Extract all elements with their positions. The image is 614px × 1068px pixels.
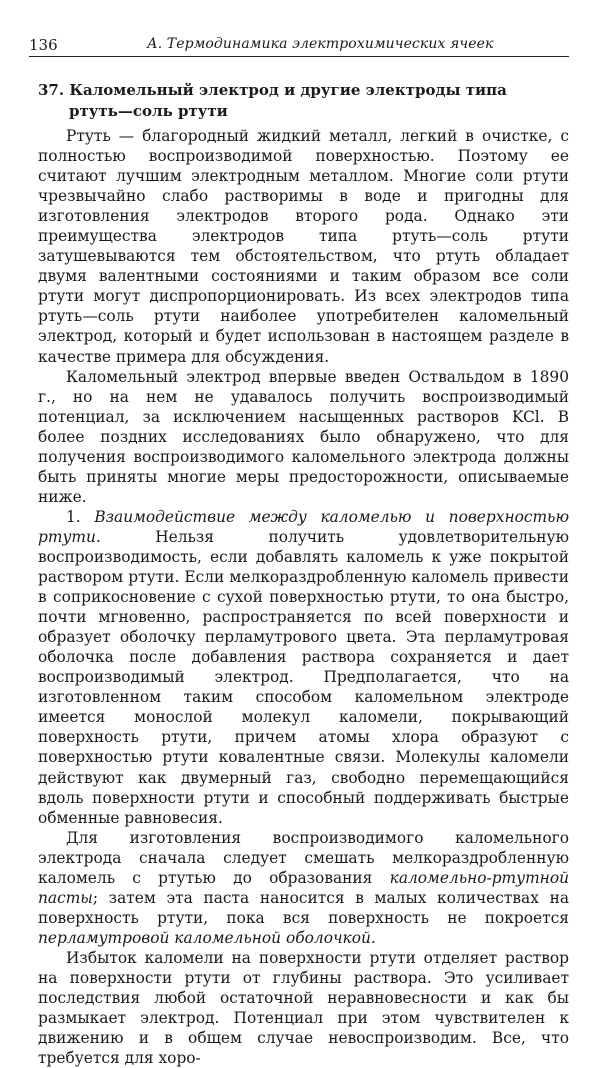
paragraph-3-text: Нельзя получить удовлетворительную воспроизводимость, если добавлять каломель к уже покрытой раствором ртути. Если мелкораздробленную каломель привести в соприкосновение с сухой поверхностью ртути, то она быстро, почти мгновенно, распространяется по всей поверхности и образует оболочку перламутрового цвета. Эта перламутровая оболочка после добавления раствора сохраняется и дает воспроизводимый электрод. Предполагается, что на изготовленном таким способом каломельном электроде имеется монослой молекул каломели, покрывающий поверхность ртути, причем атомы хлора образуют с поверхностью ртути ковалентные связи. Молекулы каломели действуют как двумерный газ, свободно перемещающийся вдоль поверхности ртути и способный поддерживать быстрые обменные равновесия. [38, 527, 569, 827]
paragraph-3-italic-heading: Взаимодействие между каломелью и поверхностью ртути. [38, 507, 569, 546]
section-heading [38, 80, 507, 122]
running-header [29, 36, 569, 57]
section-title-line1: Каломельный электрод и другие электроды типа [69, 81, 507, 99]
paragraph-5: Избыток каломели на поверхности ртути отделяет раствор на поверхности ртути от глубины раствора. Это усиливает последствия любой остаточной неравновесности и как бы размыкает электрод. Потенциал при этом чувствителен к движению и в общем случае невоспроизводим. Все, что требуется для хоро- [38, 948, 569, 1068]
page-number: 136 [29, 36, 58, 54]
section-number: 37. [38, 81, 65, 99]
section-title-line2: ртуть—соль ртути [69, 102, 228, 120]
paragraph-4-text-b: ; затем эта паста наносится в малых количествах на поверхность ртути, пока вся поверхность не покроется [38, 888, 569, 927]
paragraph-4-italic-2: перламутровой каломельной оболочкой. [38, 928, 376, 947]
body-text [38, 126, 569, 1068]
running-title: А. Термодинамика электрохимических ячеек [147, 36, 494, 52]
paragraph-3-lead: 1. [66, 507, 95, 526]
paragraph-4-italic-1: каломельно-ртутной пасты [38, 868, 569, 907]
paragraph-4-text-a: Для изготовления воспроизводимого каломельного электрода сначала следует смешать мелкораздробленную каломель с ртутью до образования [38, 828, 569, 887]
paragraph-3 [38, 507, 569, 828]
paragraph-2: Каломельный электрод впервые введен Оствальдом в 1890 г., но на нем не удавалось получить воспроизводимый потенциал, за исключением насыщенных растворов KCl. В более поздних исследованиях было обнаружено, что для получения воспроизводимого каломельного электрода должны быть приняты многие меры предосторожности, описываемые ниже. [38, 367, 569, 506]
paragraph-4 [38, 828, 569, 948]
section-heading-line1 [38, 80, 507, 101]
paragraph-1: Ртуть — благородный жидкий металл, легкий в очистке, с полностью воспроизводимой поверхностью. Поэтому ее считают лучшим электродным металлом. Многие соли ртути чрезвычайно слабо растворимы в воде и пригодны для изготовления электродов второго рода. Однако эти преимущества электродов типа ртуть—соль ртути затушевываются тем обстоятельством, что ртуть обладает двумя валентными состояниями и таким образом все соли ртути могут диспропорционировать. Из всех электродов типа ртуть—соль ртути наиболее употребителен каломельный электрод, который и будет использован в настоящем разделе в качестве примера для обсуждения. [38, 127, 569, 366]
